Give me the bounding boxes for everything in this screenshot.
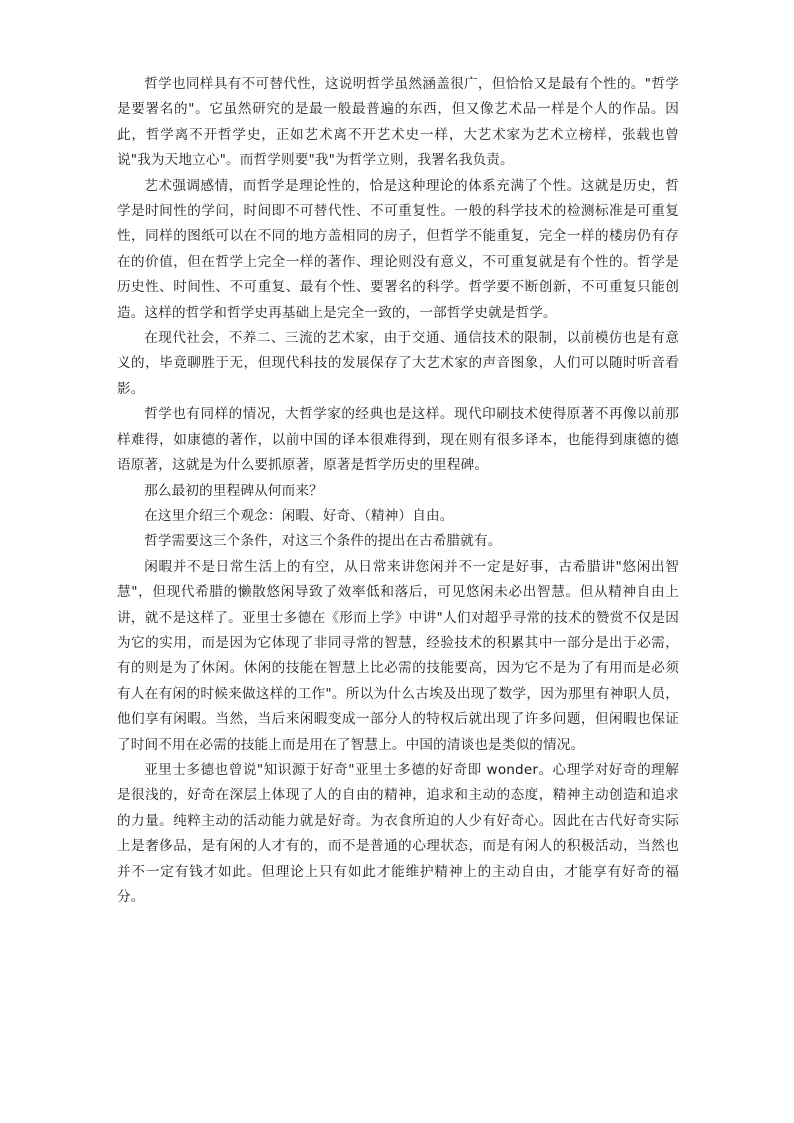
document-body [117,72,679,910]
paragraph-8: 闲暇并不是日常生活上的有空，从日常来讲您闲并不一定是好事，古希腊讲"悠闲出智慧"，但现代希腊的懒散悠闲导致了效率低和落后，可见悠闲未必出智慧。但从精神自由上讲，就不是这样了。亚里士多德在《形而上学》中讲"人们对超乎寻常的技术的赞赏不仅是因为它的实用，而是因为它体现了非同寻常的智慧，经验技术的积累其中一部分是出于必需，有的则是为了休闲。休闲的技能在智慧上比必需的技能要高，因为它不是为了有用而是必须有人在有闲的时候来做这样的工作"。所以为什么古埃及出现了数学，因为那里有神职人员，他们享有闲暇。当然，当后来闲暇变成一部分人的特权后就出现了许多问题，但闲暇也保证了时间不用在必需的技能上而是用在了智慧上。中国的清谈也是类似的情况。 [117,558,679,753]
paragraph-1: 哲学也同样具有不可替代性，这说明哲学虽然涵盖很广，但恰恰又是最有个性的。"哲学是要署名的"。它虽然研究的是最一般最普遍的东西，但又像艺术品一样是个人的作品。因此，哲学离不开哲学史，正如艺术离不开艺术史一样，大艺术家为艺术立榜样，张载也曾说"我为天地立心"。而哲学则要"我"为哲学立则，我署名我负责。 [117,76,679,169]
paragraph-6: 在这里介绍三个观念：闲暇、好奇、（精神）自由。 [144,507,454,524]
paragraph-3: 在现代社会，不养二、三流的艺术家，由于交通、通信技术的限制，以前模仿也是有意义的，毕竟聊胜于无，但现代科技的发展保存了大艺术家的声音图象，人们可以随时听音看影。 [117,330,679,397]
paragraph-7: 哲学需要这三个条件，对这三个条件的提出在古希腊就有。 [144,533,502,550]
paragraph-2: 艺术强调感情，而哲学是理论性的，恰是这种理论的体系充满了个性。这就是历史，哲学是时间性的学问，时间即不可替代性、不可重复性。一般的科学技术的检测标准是可重复性，同样的图纸可以在不同的地方盖相同的房子，但哲学不能重复，完全一样的楼房仍有存在的价值，但在哲学上完全一样的著作、理论则没有意义，不可重复就是有个性的。哲学是历史性、时间性、不可重复、最有个性、要署名的科学。哲学要不断创新，不可重复只能创造。这样的哲学和哲学史再基础上是完全一致的，一部哲学史就是哲学。 [117,177,679,321]
paragraph-4: 哲学也有同样的情况，大哲学家的经典也是这样。现代印刷技术使得原著不再像以前那样难得，如康德的著作，以前中国的译本很难得到，现在则有很多译本，也能得到康德的德语原著，这就是为什么要抓原著，原著是哲学历史的里程碑。 [117,406,679,474]
paragraph-5: 那么最初的里程碑从何而来？ [144,482,323,499]
paragraph-9: 亚里士多德也曾说"知识源于好奇"亚里士多德的好奇即 wonder。心理学对好奇的理解是很浅的，好奇在深层上体现了人的自由的精神，追求和主动的态度，精神主动创造和追求的力量。纯粹主动的活动能力就是好奇。为衣食所迫的人少有好奇心。因此在古代好奇实际上是奢侈品，是有闲的人才有的，而不是普通的心理状态，而是有闲人的积极活动，当然也并不一定有钱才如此。但理论上只有如此才能维护精神上的主动自由，才能享有好奇的福分。 [117,761,679,905]
